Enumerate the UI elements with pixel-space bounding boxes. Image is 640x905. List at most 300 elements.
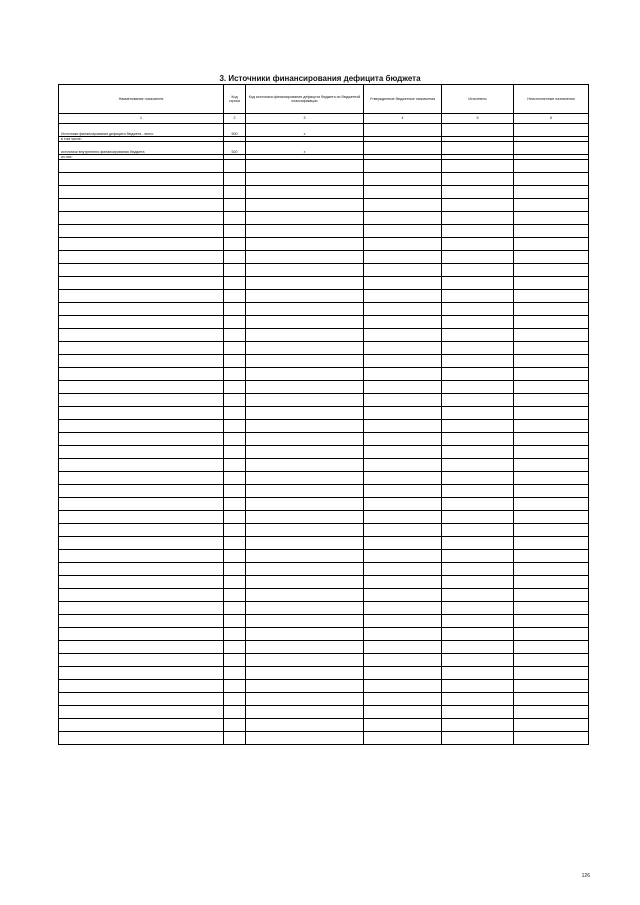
cell-executed	[442, 732, 514, 745]
cell-executed	[442, 472, 514, 485]
cell-approved	[364, 420, 442, 433]
cell-unexecuted	[514, 277, 589, 290]
cell-name	[59, 420, 224, 433]
column-header-approved: Утвержденные бюджетные назначения	[364, 85, 442, 114]
page-number: 126	[581, 873, 590, 879]
cell-name	[59, 407, 224, 420]
cell-line-code	[224, 407, 246, 420]
cell-line-code	[224, 732, 246, 745]
cell-line-code	[224, 446, 246, 459]
cell-executed	[442, 173, 514, 186]
cell-unexecuted	[514, 641, 589, 654]
cell-unexecuted	[514, 407, 589, 420]
cell-source-code	[246, 654, 364, 667]
cell-unexecuted	[514, 628, 589, 641]
cell-line-code	[224, 277, 246, 290]
cell-approved	[364, 589, 442, 602]
cell-name	[59, 732, 224, 745]
cell-line-code	[224, 355, 246, 368]
cell-approved	[364, 173, 442, 186]
cell-approved	[364, 303, 442, 316]
cell-line-code	[224, 693, 246, 706]
cell-approved	[364, 264, 442, 277]
cell-source-code	[246, 537, 364, 550]
cell-source-code	[246, 524, 364, 537]
cell-source-code	[246, 498, 364, 511]
cell-name	[59, 589, 224, 602]
cell-line-code	[224, 472, 246, 485]
cell-source-code	[246, 641, 364, 654]
cell-approved	[364, 433, 442, 446]
cell-source-code	[246, 550, 364, 563]
table-row	[59, 498, 589, 511]
cell-line-code: 520	[224, 142, 246, 155]
cell-executed	[442, 212, 514, 225]
cell-approved	[364, 719, 442, 732]
cell-unexecuted	[514, 459, 589, 472]
cell-line-code	[224, 706, 246, 719]
cell-line-code	[224, 485, 246, 498]
cell-approved	[364, 602, 442, 615]
cell-executed	[442, 563, 514, 576]
cell-unexecuted	[514, 303, 589, 316]
page-title: 3. Источники финансирования дефицита бюджета	[219, 74, 421, 83]
cell-source-code	[246, 706, 364, 719]
cell-line-code: 500	[224, 124, 246, 137]
cell-source-code	[246, 576, 364, 589]
cell-source-code	[246, 719, 364, 732]
cell-approved	[364, 641, 442, 654]
cell-line-code	[224, 602, 246, 615]
cell-source-code	[246, 251, 364, 264]
table-row	[59, 732, 589, 745]
cell-line-code	[224, 251, 246, 264]
cell-approved	[364, 238, 442, 251]
cell-line-code	[224, 186, 246, 199]
cell-unexecuted	[514, 589, 589, 602]
cell-unexecuted	[514, 173, 589, 186]
column-header-name: Наименование показателя	[59, 85, 224, 114]
cell-approved	[364, 537, 442, 550]
cell-unexecuted	[514, 511, 589, 524]
cell-line-code	[224, 225, 246, 238]
cell-source-code	[246, 511, 364, 524]
cell-approved	[364, 654, 442, 667]
cell-executed	[442, 355, 514, 368]
table-row	[59, 459, 589, 472]
cell-approved	[364, 277, 442, 290]
cell-line-code	[224, 550, 246, 563]
cell-executed	[442, 238, 514, 251]
cell-executed	[442, 537, 514, 550]
column-number: 4	[364, 114, 442, 124]
cell-unexecuted	[514, 264, 589, 277]
cell-source-code	[246, 680, 364, 693]
cell-source-code	[246, 264, 364, 277]
cell-line-code	[224, 563, 246, 576]
cell-executed	[442, 641, 514, 654]
table-row	[59, 485, 589, 498]
cell-name: в том числе:	[59, 137, 224, 142]
cell-unexecuted	[514, 667, 589, 680]
cell-executed	[442, 667, 514, 680]
cell-line-code	[224, 641, 246, 654]
cell-unexecuted	[514, 329, 589, 342]
table-row	[59, 589, 589, 602]
cell-source-code	[246, 290, 364, 303]
cell-name	[59, 615, 224, 628]
cell-executed	[442, 160, 514, 173]
cell-name	[59, 576, 224, 589]
cell-name	[59, 355, 224, 368]
cell-name	[59, 498, 224, 511]
cell-executed	[442, 615, 514, 628]
cell-approved	[364, 524, 442, 537]
cell-approved	[364, 160, 442, 173]
cell-unexecuted	[514, 446, 589, 459]
table-row	[59, 303, 589, 316]
cell-name	[59, 472, 224, 485]
cell-source-code	[246, 368, 364, 381]
cell-approved	[364, 615, 442, 628]
cell-executed	[442, 407, 514, 420]
cell-line-code	[224, 238, 246, 251]
table-row	[59, 654, 589, 667]
column-header-unexecuted: Неисполненные назначения	[514, 85, 589, 114]
cell-executed	[442, 186, 514, 199]
cell-unexecuted	[514, 368, 589, 381]
cell-unexecuted	[514, 238, 589, 251]
table-row	[59, 719, 589, 732]
cell-line-code	[224, 303, 246, 316]
cell-approved	[364, 498, 442, 511]
cell-executed	[442, 142, 514, 155]
cell-line-code	[224, 212, 246, 225]
cell-executed	[442, 199, 514, 212]
table-row	[59, 693, 589, 706]
cell-source-code	[246, 446, 364, 459]
cell-source-code	[246, 329, 364, 342]
cell-name	[59, 251, 224, 264]
cell-approved	[364, 329, 442, 342]
table-row	[59, 186, 589, 199]
table-row	[59, 433, 589, 446]
cell-approved	[364, 628, 442, 641]
cell-unexecuted	[514, 732, 589, 745]
cell-source-code	[246, 381, 364, 394]
table-row	[59, 316, 589, 329]
cell-line-code	[224, 160, 246, 173]
cell-source-code	[246, 342, 364, 355]
cell-approved	[364, 368, 442, 381]
cell-approved	[364, 186, 442, 199]
cell-approved	[364, 472, 442, 485]
table-row	[59, 173, 589, 186]
cell-unexecuted	[514, 706, 589, 719]
table-row	[59, 394, 589, 407]
cell-name	[59, 342, 224, 355]
cell-source-code	[246, 238, 364, 251]
cell-name	[59, 654, 224, 667]
cell-name	[59, 199, 224, 212]
column-number: 6	[514, 114, 589, 124]
cell-name	[59, 550, 224, 563]
cell-line-code	[224, 576, 246, 589]
cell-unexecuted	[514, 524, 589, 537]
cell-line-code	[224, 173, 246, 186]
table-row	[59, 524, 589, 537]
table-row	[59, 238, 589, 251]
cell-executed	[442, 342, 514, 355]
table-row	[59, 124, 589, 137]
cell-executed	[442, 485, 514, 498]
cell-name	[59, 225, 224, 238]
cell-line-code	[224, 680, 246, 693]
cell-source-code	[246, 459, 364, 472]
cell-approved	[364, 124, 442, 137]
cell-executed	[442, 264, 514, 277]
table-row	[59, 615, 589, 628]
cell-name	[59, 186, 224, 199]
cell-approved	[364, 355, 442, 368]
cell-line-code	[224, 329, 246, 342]
table-row	[59, 420, 589, 433]
cell-executed	[442, 693, 514, 706]
cell-unexecuted	[514, 719, 589, 732]
cell-source-code	[246, 420, 364, 433]
cell-executed	[442, 394, 514, 407]
cell-name	[59, 628, 224, 641]
table-row	[59, 225, 589, 238]
cell-name	[59, 459, 224, 472]
cell-unexecuted	[514, 602, 589, 615]
cell-line-code	[224, 433, 246, 446]
cell-executed	[442, 277, 514, 290]
table-row	[59, 576, 589, 589]
cell-source-code	[246, 602, 364, 615]
cell-unexecuted	[514, 225, 589, 238]
cell-source-code	[246, 225, 364, 238]
cell-approved	[364, 381, 442, 394]
cell-line-code	[224, 290, 246, 303]
cell-unexecuted	[514, 615, 589, 628]
cell-line-code	[224, 199, 246, 212]
cell-name	[59, 693, 224, 706]
table-row	[59, 511, 589, 524]
table-row	[59, 251, 589, 264]
cell-name: источники внутреннего финансирования бюджета	[59, 142, 224, 155]
table-row	[59, 602, 589, 615]
cell-approved	[364, 459, 442, 472]
cell-executed	[442, 124, 514, 137]
cell-name	[59, 303, 224, 316]
cell-approved	[364, 667, 442, 680]
cell-approved	[364, 316, 442, 329]
cell-approved	[364, 394, 442, 407]
table-row	[59, 160, 589, 173]
cell-line-code	[224, 459, 246, 472]
cell-source-code	[246, 628, 364, 641]
cell-approved	[364, 251, 442, 264]
table-row	[59, 355, 589, 368]
table-row	[59, 329, 589, 342]
table-row	[59, 472, 589, 485]
cell-source-code	[246, 316, 364, 329]
cell-line-code	[224, 368, 246, 381]
cell-executed	[442, 368, 514, 381]
cell-unexecuted	[514, 212, 589, 225]
cell-name	[59, 563, 224, 576]
cell-name	[59, 394, 224, 407]
cell-executed	[442, 654, 514, 667]
cell-source-code	[246, 485, 364, 498]
cell-source-code	[246, 173, 364, 186]
cell-executed	[442, 550, 514, 563]
table-row	[59, 368, 589, 381]
cell-name	[59, 641, 224, 654]
cell-executed	[442, 524, 514, 537]
cell-executed	[442, 576, 514, 589]
table-row	[59, 342, 589, 355]
table-row	[59, 142, 589, 155]
cell-line-code	[224, 420, 246, 433]
cell-line-code	[224, 628, 246, 641]
cell-approved	[364, 576, 442, 589]
cell-name	[59, 381, 224, 394]
cell-source-code	[246, 433, 364, 446]
table-row	[59, 563, 589, 576]
cell-executed	[442, 511, 514, 524]
cell-approved	[364, 342, 442, 355]
cell-executed	[442, 498, 514, 511]
cell-unexecuted	[514, 498, 589, 511]
cell-name	[59, 706, 224, 719]
cell-unexecuted	[514, 394, 589, 407]
cell-source-code	[246, 355, 364, 368]
cell-unexecuted	[514, 472, 589, 485]
cell-executed	[442, 459, 514, 472]
cell-executed	[442, 589, 514, 602]
cell-name	[59, 511, 224, 524]
cell-approved	[364, 732, 442, 745]
cell-source-code: x	[246, 142, 364, 155]
cell-unexecuted	[514, 550, 589, 563]
cell-executed	[442, 420, 514, 433]
cell-name	[59, 602, 224, 615]
cell-line-code	[224, 264, 246, 277]
table-row	[59, 407, 589, 420]
table-row	[59, 212, 589, 225]
cell-unexecuted	[514, 654, 589, 667]
cell-unexecuted	[514, 381, 589, 394]
table-row	[59, 290, 589, 303]
cell-unexecuted	[514, 142, 589, 155]
cell-unexecuted	[514, 563, 589, 576]
cell-name	[59, 160, 224, 173]
cell-name	[59, 368, 224, 381]
cell-unexecuted	[514, 485, 589, 498]
cell-source-code	[246, 589, 364, 602]
table-row	[59, 680, 589, 693]
cell-name	[59, 524, 224, 537]
cell-line-code	[224, 342, 246, 355]
cell-unexecuted	[514, 342, 589, 355]
column-header-line-code: Код строки	[224, 85, 246, 114]
cell-name	[59, 290, 224, 303]
cell-line-code	[224, 316, 246, 329]
cell-name	[59, 238, 224, 251]
cell-line-code	[224, 667, 246, 680]
cell-line-code	[224, 511, 246, 524]
column-header-executed: Исполнено	[442, 85, 514, 114]
table-body	[59, 114, 589, 745]
table-row	[59, 537, 589, 550]
cell-source-code	[246, 407, 364, 420]
cell-executed	[442, 433, 514, 446]
cell-name: из них:	[59, 155, 224, 160]
cell-name	[59, 329, 224, 342]
cell-executed	[442, 381, 514, 394]
cell-executed	[442, 225, 514, 238]
cell-unexecuted	[514, 199, 589, 212]
cell-approved	[364, 485, 442, 498]
cell-approved	[364, 446, 442, 459]
cell-approved	[364, 199, 442, 212]
cell-executed	[442, 329, 514, 342]
cell-approved	[364, 212, 442, 225]
column-number: 2	[224, 114, 246, 124]
cell-approved	[364, 511, 442, 524]
cell-name	[59, 212, 224, 225]
cell-name	[59, 277, 224, 290]
cell-name	[59, 537, 224, 550]
cell-source-code	[246, 199, 364, 212]
cell-unexecuted	[514, 251, 589, 264]
cell-approved	[364, 407, 442, 420]
cell-line-code	[224, 615, 246, 628]
cell-approved	[364, 706, 442, 719]
column-number: 1	[59, 114, 224, 124]
cell-name	[59, 316, 224, 329]
cell-unexecuted	[514, 316, 589, 329]
cell-approved	[364, 563, 442, 576]
table-row	[59, 277, 589, 290]
cell-unexecuted	[514, 186, 589, 199]
cell-executed	[442, 303, 514, 316]
cell-approved	[364, 693, 442, 706]
cell-executed	[442, 719, 514, 732]
cell-line-code	[224, 381, 246, 394]
cell-line-code	[224, 537, 246, 550]
cell-unexecuted	[514, 290, 589, 303]
cell-name	[59, 485, 224, 498]
financing-sources-table	[58, 84, 589, 745]
table-row	[59, 199, 589, 212]
cell-approved	[364, 142, 442, 155]
table-row	[59, 381, 589, 394]
table-row	[59, 667, 589, 680]
cell-unexecuted	[514, 576, 589, 589]
cell-source-code: x	[246, 124, 364, 137]
column-header-source-code: Код источника финансирования дефицита бюджета по бюджетной классификации	[246, 85, 364, 114]
cell-approved	[364, 550, 442, 563]
cell-source-code	[246, 693, 364, 706]
column-number-row	[59, 114, 589, 124]
cell-source-code	[246, 563, 364, 576]
cell-executed	[442, 446, 514, 459]
cell-source-code	[246, 186, 364, 199]
table-row	[59, 446, 589, 459]
